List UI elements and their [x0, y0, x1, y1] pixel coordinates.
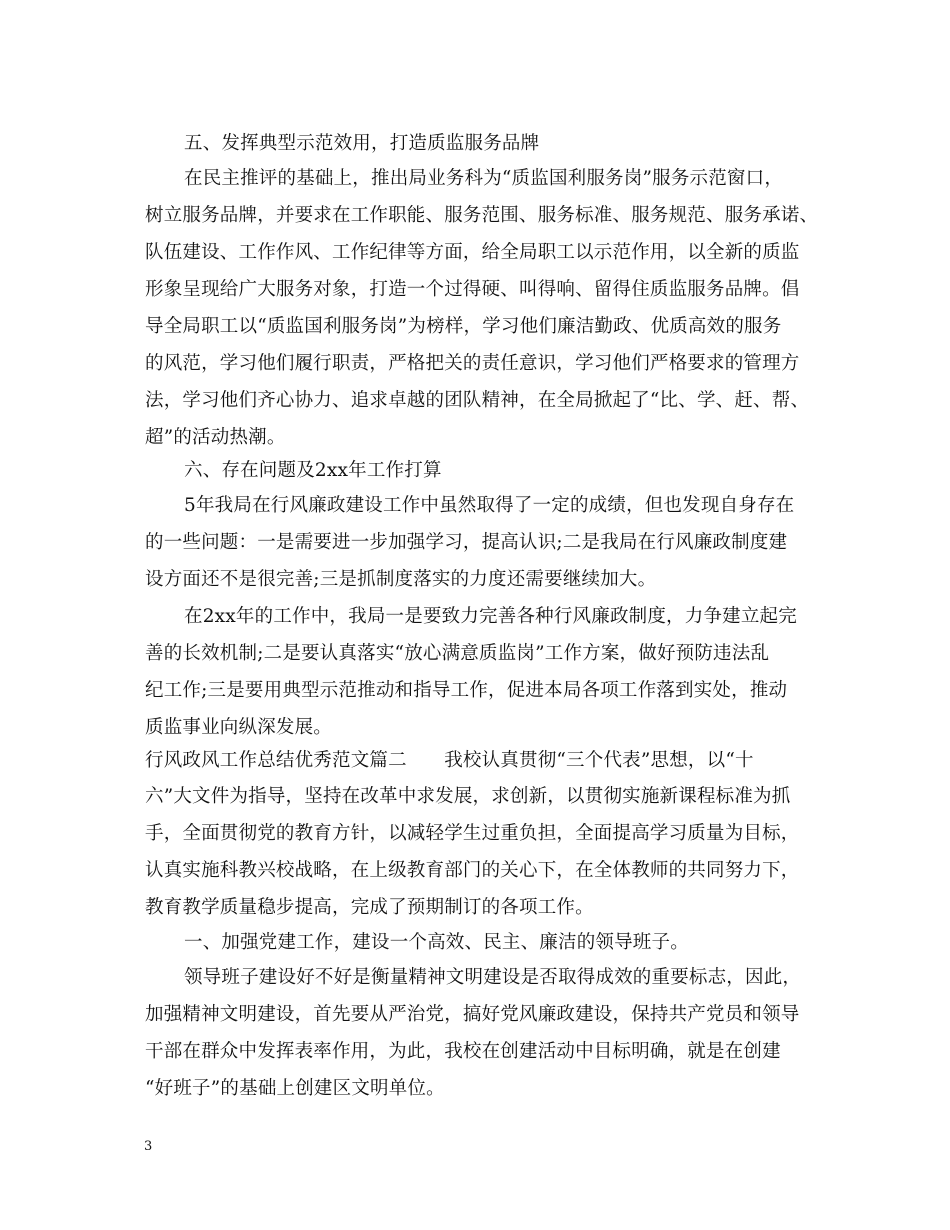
section-heading: 一、加强党建工作，建设一个高效、民主、廉洁的领导班子。 — [184, 932, 689, 953]
page-number: 3 — [144, 1139, 153, 1154]
text-line: 法，学习他们齐心协力、追求卓越的团队精神，在全局掀起了“比、学、赶、帮、 — [145, 390, 810, 411]
text-line: 5年我局在行风廉政建设工作中虽然取得了一定的成绩，但也发现自身存在 — [184, 495, 795, 516]
text-line: 手，全面贯彻党的教育方针，以减轻学生过重负担，全面提高学习质量为目标， — [145, 823, 800, 844]
text-line: 质监事业向纵深发展。 — [145, 717, 333, 738]
text-line: 在2xx年的工作中，我局一是要致力完善各种行风廉政制度，力争建立起完 — [184, 606, 797, 627]
text-line: 导全局职工以“质监国利服务岗”为榜样，学习他们廉洁勤政、优质高效的服务 — [145, 316, 782, 337]
text-line: 在民主推评的基础上，推出局业务科为“质监国利服务岗”服务示范窗口， — [184, 168, 784, 189]
text-line: 六”大文件为指导，坚持在改革中求发展，求创新，以贯彻实施新课程标准为抓 — [145, 786, 791, 807]
text-line: 认真实施科教兴校战略，在上级教育部门的关心下，在全体教师的共同努力下， — [145, 860, 800, 881]
text-line: 教育教学质量稳步提高，完成了预期制订的各项工作。 — [145, 897, 594, 918]
text-line: 领导班子建设好不好是衡量精神文明建设是否取得成效的重要标志，因此， — [184, 967, 802, 988]
text-line: 善的长效机制;二是要认真落实“放心满意质监岗”工作方案，做好预防违法乱 — [145, 643, 770, 664]
text-line: 形象呈现给广大服务对象，打造一个过得硬、叫得响、留得住质监服务品牌。倡 — [145, 279, 800, 300]
article-title-line: 行风政风工作总结优秀范文篇二 我校认真贯彻“三个代表”思想，以“十 — [145, 750, 754, 771]
text-line: “好班子”的基础上创建区文明单位。 — [145, 1078, 445, 1099]
text-line: 的一些问题：一是需要进一步加强学习，提高认识;二是我局在行风廉政制度建 — [145, 532, 788, 553]
text-line: 设方面还不是很完善;三是抓制度落实的力度还需要继续加大。 — [145, 569, 657, 590]
text-line: 队伍建设、工作作风、工作纪律等方面，给全局职工以示范作用，以全新的质监 — [145, 242, 800, 263]
text-line: 超”的活动热潮。 — [145, 427, 286, 448]
section-heading: 五、发挥典型示范效用，打造质监服务品牌 — [184, 133, 540, 154]
text-line: 树立服务品牌，并要求在工作职能、服务范围、服务标准、服务规范、服务承诺、 — [145, 205, 819, 226]
text-line: 干部在群众中发挥表率作用，为此，我校在创建活动中目标明确，就是在创建 — [145, 1041, 781, 1062]
section-heading: 六、存在问题及2xx年工作打算 — [184, 460, 442, 481]
text-line: 纪工作;三是要用典型示范推动和指导工作，促进本局各项工作落到实处，推动 — [145, 680, 788, 701]
text-line: 加强精神文明建设，首先要从严治党，搞好党风廉政建设，保持共产党员和领导 — [145, 1004, 800, 1025]
text-line: 的风范，学习他们履行职责，严格把关的责任意识，学习他们严格要求的管理方 — [145, 353, 800, 374]
